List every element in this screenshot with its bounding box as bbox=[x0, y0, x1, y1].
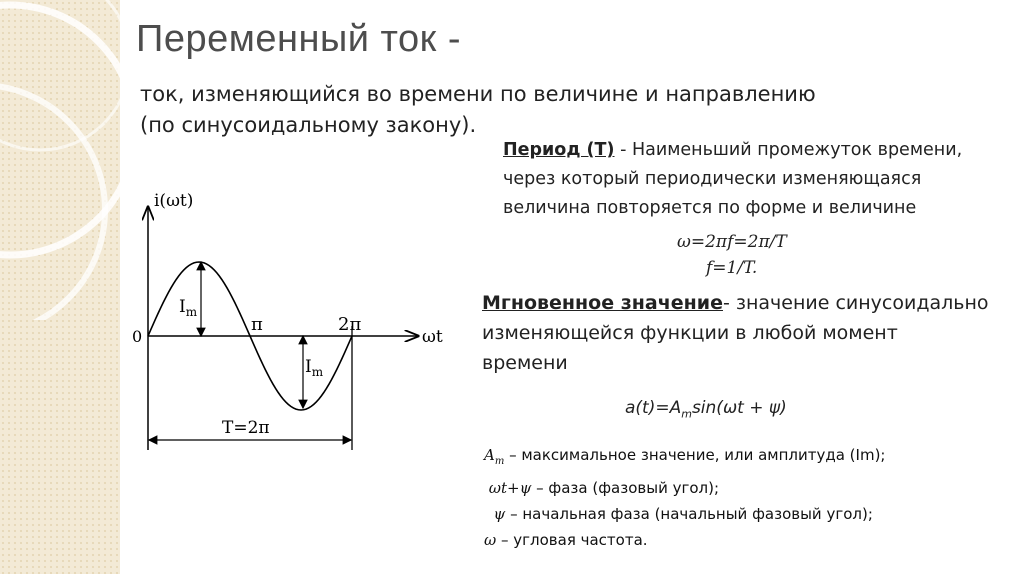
period-line-3: величина повторяется по форме и величине bbox=[503, 198, 917, 218]
period-line-2: через который периодически изменяющаяся bbox=[503, 169, 922, 189]
am-symbol: A bbox=[484, 446, 495, 464]
init-text: – начальная фаза (начальный фазовый угол); bbox=[505, 505, 873, 523]
period-line-1: - Наименьший промежуток времени, bbox=[614, 140, 963, 160]
origin-label: 0 bbox=[132, 327, 143, 346]
frequency-formula: f=1/T. bbox=[706, 258, 758, 278]
x-axis-label: ωt bbox=[422, 327, 443, 347]
am-sub: m bbox=[494, 456, 505, 467]
instant-line-1: - значение синусоидально bbox=[722, 292, 989, 314]
phase-text: – фаза (фазовый угол); bbox=[531, 479, 720, 497]
im-label-positive: $I_m$ bbox=[179, 297, 198, 319]
two-pi-label: 2π bbox=[338, 314, 362, 335]
formula-a-start: a(t)=A bbox=[625, 398, 682, 418]
instant-term: Мгновенное значение bbox=[482, 292, 723, 314]
formula-a-rest: sin(ωt + ψ) bbox=[691, 398, 787, 418]
page-title: Переменный ток - bbox=[136, 18, 461, 60]
period-term: Период (Т) bbox=[503, 140, 615, 160]
definition-line-1: ток, изменяющийся во времени по величине и направлению bbox=[140, 82, 816, 106]
definition-line-2: (по синусоидальному закону). bbox=[140, 113, 477, 137]
am-text: – максимальное значение, или амплитуда (Im); bbox=[504, 446, 886, 464]
im-label-negative: $I_m$ bbox=[305, 357, 324, 379]
instant-line-2: изменяющейся функции в любой момент bbox=[482, 322, 898, 344]
phase-symbol: ωt+ψ bbox=[488, 479, 532, 497]
formula-a-sub: m bbox=[681, 407, 692, 421]
omega-formula: ω=2πf=2π/T bbox=[677, 232, 787, 252]
y-axis-label: i(ωt) bbox=[154, 191, 194, 211]
period-label: T=2π bbox=[222, 418, 270, 438]
init-symbol: ψ bbox=[493, 505, 506, 523]
instant-line-3: времени bbox=[482, 352, 568, 374]
omega-text: – угловая частота. bbox=[496, 531, 648, 549]
pi-label: π bbox=[251, 314, 263, 335]
omega-symbol: ω bbox=[484, 531, 497, 549]
